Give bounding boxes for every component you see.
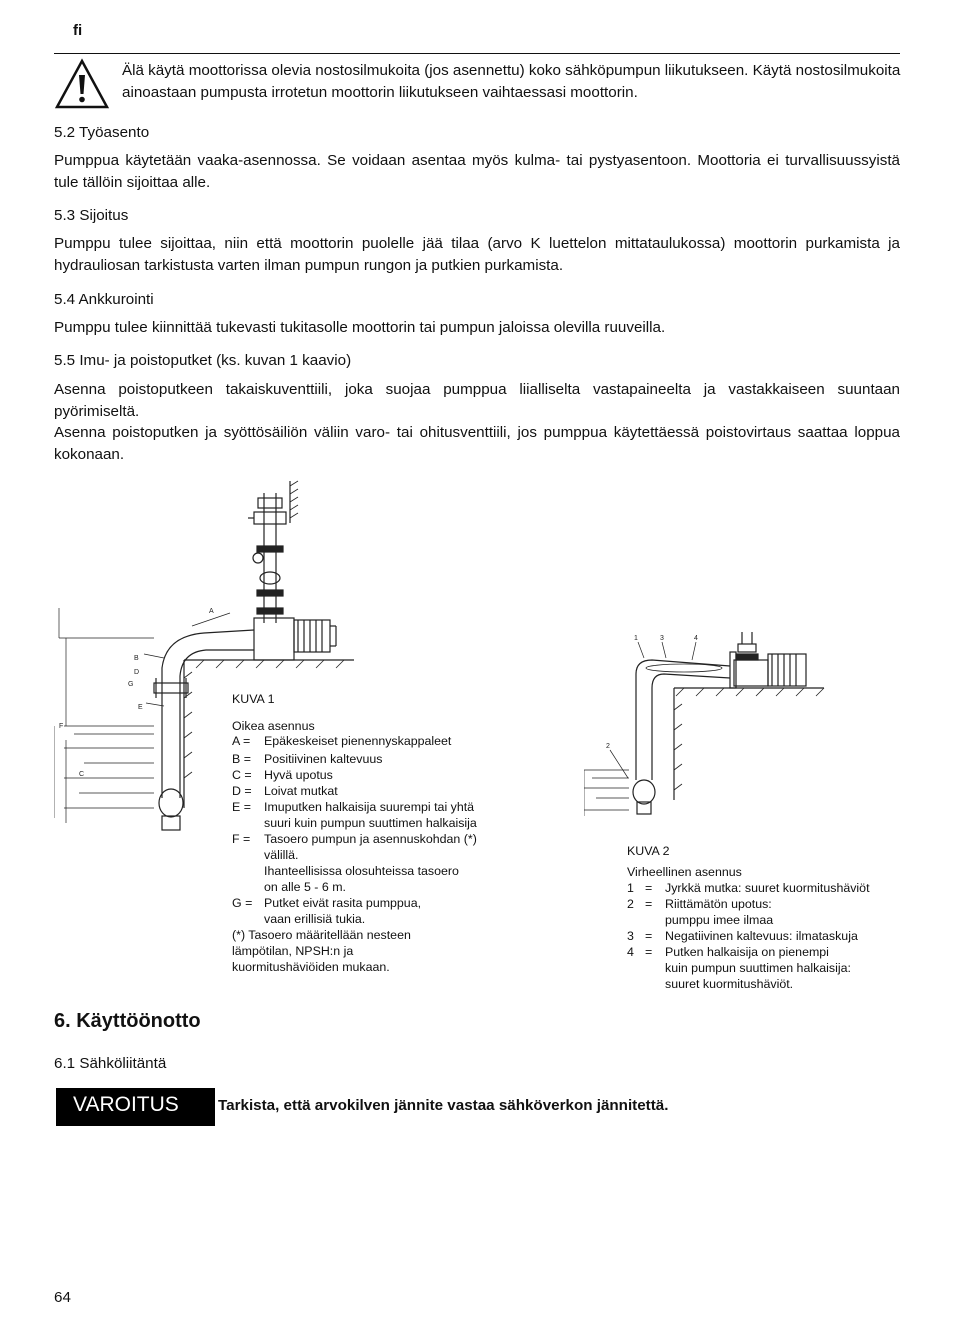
section-6-heading: 6. Käyttöönotto xyxy=(54,1010,201,1032)
fig1-label-g: G xyxy=(128,681,134,688)
figure-2-drawing xyxy=(584,630,844,820)
fig2-label-4: 4 xyxy=(694,635,698,642)
legend-item: D = Loivat mutkat xyxy=(232,784,338,798)
section-5-3-text: Pumppu tulee sijoittaa, niin että moottorin puolelle jää tilaa (arvo K luettelon mittataulukossa) moottorin purkamista ja hydrauliosan tarkistusta varten ilman pumpun rungon ja putkien purkamista. xyxy=(54,235,900,274)
legend-item: 1 = Jyrkkä mutka: suuret kuormitushäviöt xyxy=(627,881,870,895)
warning-note: Älä käytä moottorissa olevia nostosilmukoita (jos asennettu) koko sähköpumpun liikutukseen. Käytä nostosilmukoita ainoastaan pumpusta irrotetun moottorin liikutukseen vaihtaessasi moottorin. xyxy=(122,62,901,101)
figure-1-subtitle: Oikea asennus xyxy=(232,719,315,733)
fig1-label-a: A xyxy=(209,608,214,615)
section-5-4-text: Pumppu tulee kiinnittää tukevasti tukitasolle moottorin tai pumpun jaloissa olevilla ruuveilla. xyxy=(54,319,666,336)
legend-item: 4 = Putken halkaisija on pienempi xyxy=(627,945,829,959)
fig1-label-b: B xyxy=(134,655,139,662)
section-5-4-title: 5.4 Ankkurointi xyxy=(54,291,154,308)
fig2-label-2: 2 xyxy=(606,743,610,750)
fig1-label-f: F xyxy=(59,723,64,730)
varoitus-text: Tarkista, että arvokilven jännite vastaa sähköverkon jännitettä. xyxy=(218,1097,669,1114)
figure-2-legend: 1 = Jyrkkä mutka: suuret kuormitushäviöt 2 = Riittämätön upotus: pumppu imee ilmaa 3 = Negatiivinen kaltevuus: ilmataskuja 4 = Putken halkaisija on pienempi kuin pumpun suuttimen halkaisija: suuret kuormitushäviöt. xyxy=(627,880,907,992)
fig2-label-1: 1 xyxy=(634,635,638,642)
language-code: fi xyxy=(73,22,83,39)
legend-item: F = Tasoero pumpun ja asennuskohdan (*) xyxy=(232,832,477,846)
legend-item: 3 = Negatiivinen kaltevuus: ilmataskuja xyxy=(627,929,858,943)
legend-item: 2 = Riittämätön upotus: xyxy=(627,897,772,911)
page-number: 64 xyxy=(54,1289,71,1306)
section-5-5-text-2: Asenna poistoputken ja syöttösäiliön väliin varo- tai ohitusventtiili, jos pumppua käytettäessä poistovirtaus saattaa loppua kokonaan. xyxy=(54,424,900,463)
fig1-label-e: E xyxy=(138,704,143,711)
section-5-5-text-1: Asenna poistoputkeen takaiskuventtiili, joka suojaa pumppua liialliselta vastapaineelta ja vastakkaiseen suuntaan pyörimiseltä. xyxy=(54,381,900,420)
figure-1-footnote: (*) Tasoero määritellään nesteen lämpötilan, NPSH:n ja kuormitushäviöiden mukaan. xyxy=(232,928,411,974)
legend-item: G = Putket eivät rasita pumppua, xyxy=(232,896,422,910)
fig1-label-c: C xyxy=(79,771,85,778)
header-rule xyxy=(54,53,900,54)
legend-item: C = Hyvä upotus xyxy=(232,768,333,782)
section-5-5-title: 5.5 Imu- ja poistoputket (ks. kuvan 1 kaavio) xyxy=(54,352,352,369)
legend-item: E = Imuputken halkaisija suurempi tai yhtä xyxy=(232,800,475,814)
section-5-2-text: Pumppua käytetään vaaka-asennossa. Se voidaan asentaa myös kulma- tai pystyasentoon. Moottoria ei turvallisuussyistä tule tällöin sijoittaa alle. xyxy=(54,152,900,191)
varoitus-label: VAROITUS xyxy=(56,1088,215,1126)
section-5-3-title: 5.3 Sijoitus xyxy=(54,207,129,224)
figure-1-legend: A = Epäkeskeiset pienennyskappaleet B = Positiivinen kaltevuus C = Hyvä upotus D = Loivat mutkat E = Imuputken halkaisija suurempi tai yhtä suuri kuin pumpun suuttimen halkaisija F = Tasoero pumpun ja asennuskohdan (*) välillä. Ihanteellisissa olosuhteissa tasoero on alle 5 - 6 m. G = Putket eivät rasita pumppua, vaan erillisiä tukia. (*) Tasoero määritellään nesteen lämpötilan, NPSH:n ja kuormitushäviöiden mukaan. xyxy=(232,733,512,975)
section-5-2-title: 5.2 Työasento xyxy=(54,124,150,141)
section-6-1-title: 6.1 Sähköliitäntä xyxy=(54,1055,167,1072)
legend-item: A = Epäkeskeiset pienennyskappaleet xyxy=(232,734,452,748)
figure-2-caption: KUVA 2 xyxy=(627,844,670,858)
warning-triangle-icon xyxy=(54,58,110,110)
figure-2-subtitle: Virheellinen asennus xyxy=(627,865,742,879)
fig2-label-3: 3 xyxy=(660,635,664,642)
legend-item: B = Positiivinen kaltevuus xyxy=(232,752,383,766)
fig1-label-d: D xyxy=(134,669,140,676)
figure-1-caption: KUVA 1 xyxy=(232,692,275,706)
